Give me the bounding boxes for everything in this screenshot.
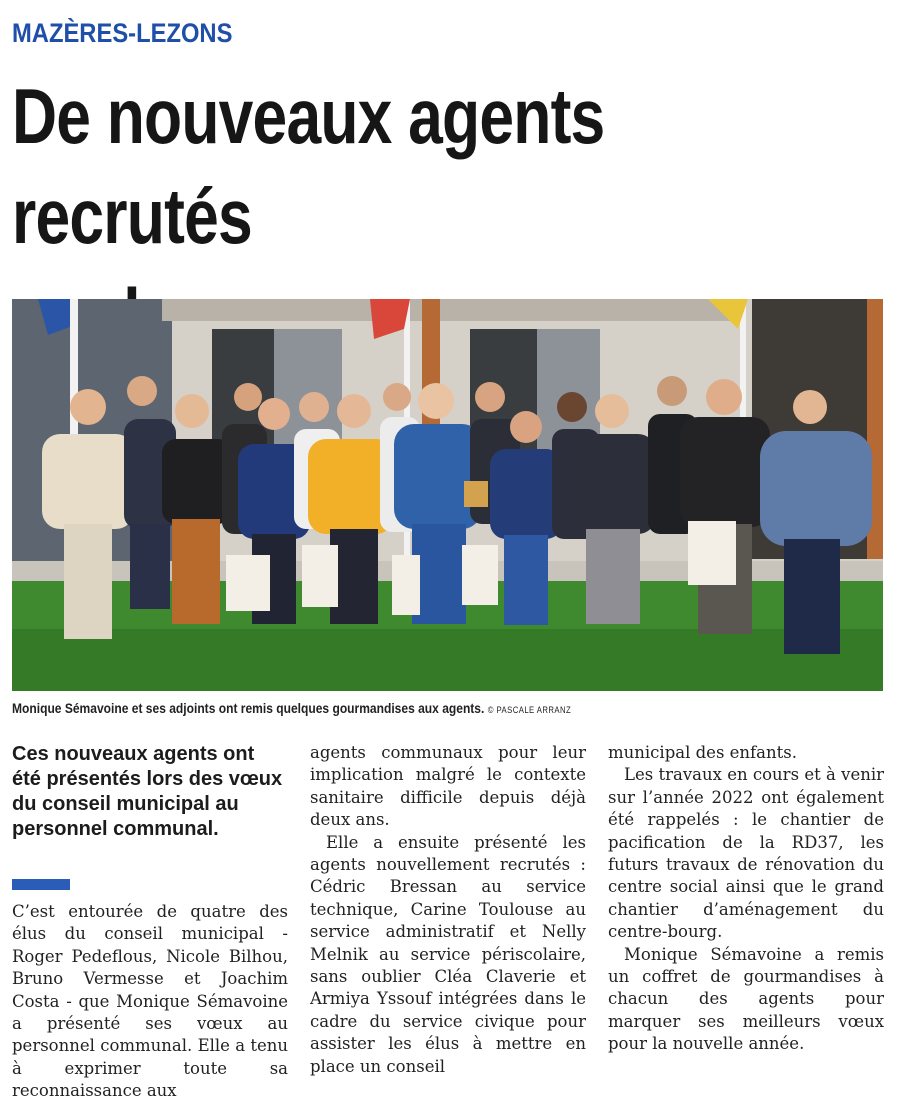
column-1-text xyxy=(12,901,288,1103)
column-3 xyxy=(608,742,884,1056)
paragraph: C’est entourée de quatre des élus du conseil municipal - Roger Pedeflous, Nicole Bilhou, Bruno Vermesse et Joachim Costa - que Monique Sémavoine a présenté ses vœux au personnel communal. Elle a tenu à exprimer toute sa reconnaissance aux xyxy=(12,902,288,1101)
column-2 xyxy=(310,742,586,1078)
paragraph: Elle a ensuite présenté les agents nouvellement recrutés : Cédric Bressan au service technique, Carine Toulouse au service administratif et Nelly Melnik au service périscolaire, sans oublier Cléa Claverie et Armiya Yssouf intégrées dans le cadre du service civique pour assister les élus à mettre en place un conseil xyxy=(310,832,586,1076)
lead-paragraph: Ces nouveaux agents ont été présentés lors des vœux du conseil municipal au personnel communal. xyxy=(12,743,283,840)
paragraph: Les travaux en cours et à venir sur l’année 2022 ont également été rappelés : le chantier de pacification de la RD37, les futurs travaux de rénovation du centre social ainsi que le grand chantier d’aménagement du centre-bourg. xyxy=(608,765,884,942)
photo-caption xyxy=(12,700,769,716)
headline-line-1: De nouveaux agents recrutés xyxy=(12,72,605,260)
kicker-location: MAZÈRES-LEZONS xyxy=(12,18,233,48)
paragraph: agents communaux pour leur implication malgré le contexte sanitaire difficile depuis déjà deux ans. xyxy=(310,743,586,830)
column-2-text xyxy=(310,742,586,1078)
section-marker xyxy=(12,879,70,890)
column-1 xyxy=(12,742,288,1101)
caption-text: Monique Sémavoine et ses adjoints ont remis quelques gourmandises aux agents. xyxy=(12,700,485,716)
photo-credit: © PASCALE ARRANZ xyxy=(487,705,572,715)
paragraph: municipal des enfants. xyxy=(608,743,797,762)
article-photo xyxy=(12,299,883,691)
group-photo-icon xyxy=(12,299,883,691)
column-3-text xyxy=(608,742,884,1056)
paragraph: Monique Sémavoine a remis un coffret de gourmandises à chacun des agents pour marquer ses meilleurs vœux pour la nouvelle année. xyxy=(608,944,884,1054)
